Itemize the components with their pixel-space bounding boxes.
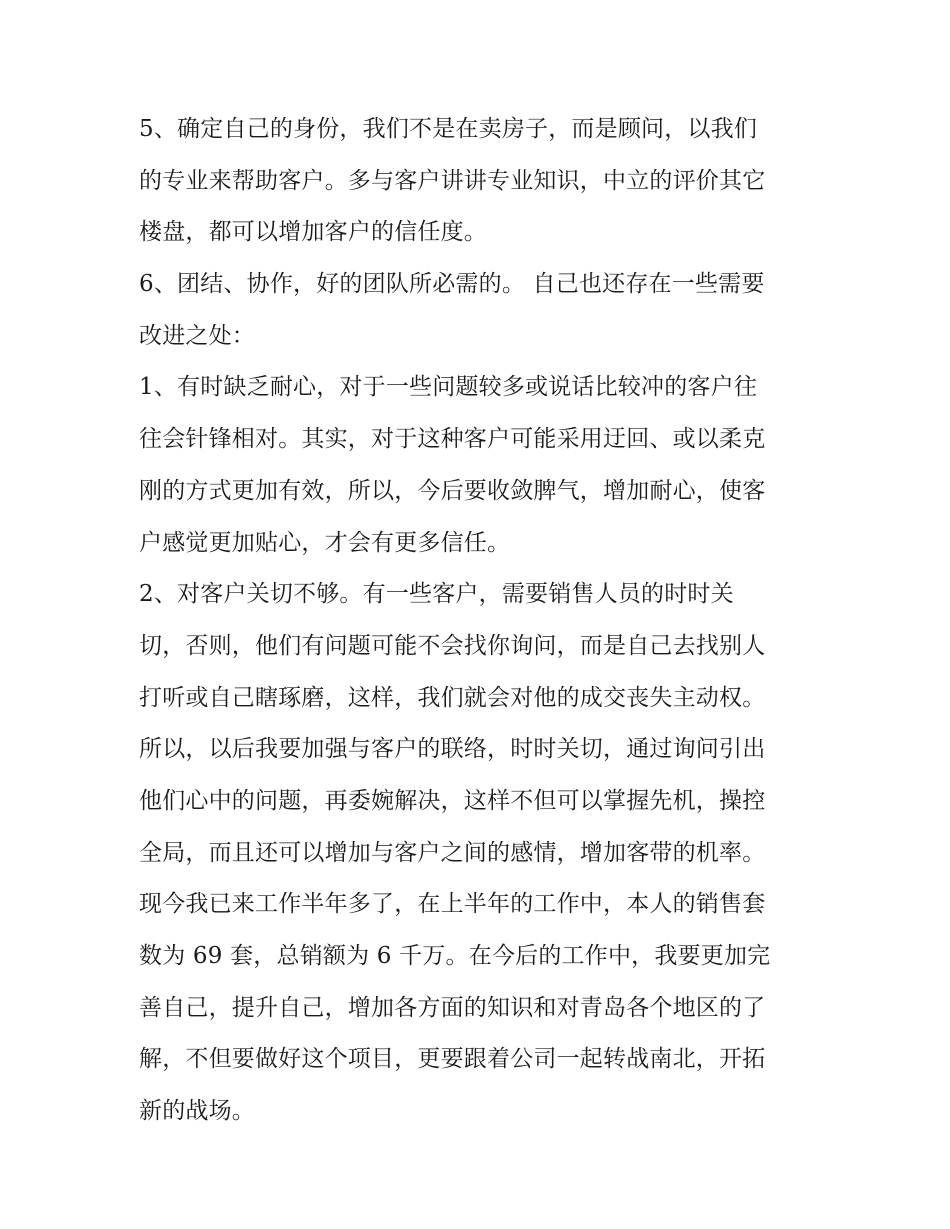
- text-line: 2、对客户关切不够。有一些客户，需要销售人员的时时关: [139, 581, 734, 608]
- text-line: 5、确定自己的身份，我们不是在卖房子，而是顾问，以我们: [139, 116, 758, 142]
- text-line: 往会针锋相对。其实，对于这种客户可能采用迂回、或以柔克: [139, 426, 766, 453]
- text-line: 解，不但要做好这个项目，更要跟着公司一起转战南北，开拓: [139, 1046, 766, 1073]
- text-line: 刚的方式更加有效，所以，今后要收敛脾气，增加耐心，使客: [139, 477, 766, 504]
- body-text: [139, 104, 819, 1138]
- text-line: 户感觉更加贴心，才会有更多信任。: [139, 529, 511, 556]
- text-line: 全局，而且还可以增加与客户之间的感情，增加客带的机率。: [139, 839, 766, 866]
- text-line: 新的战场。: [139, 1098, 255, 1125]
- text-line: 1、有时缺乏耐心，对于一些问题较多或说话比较冲的客户往: [139, 374, 758, 401]
- text-line: 楼盘，都可以增加客户的信任度。: [139, 219, 487, 246]
- text-line: 改进之处：: [139, 322, 255, 349]
- text-line: 善自己，提升自己，增加各方面的知识和对青岛各个地区的了: [139, 994, 766, 1021]
- text-line: 打听或自己瞎琢磨，这样，我们就会对他的成交丧失主动权。: [139, 684, 766, 711]
- text-line: 他们心中的问题，再委婉解决，这样不但可以掌握先机，操控: [139, 787, 766, 814]
- text-line: 数为 69 套，总销额为 6 千万。在今后的工作中，我要更加完: [139, 943, 771, 969]
- text-line: 的专业来帮助客户。多与客户讲讲专业知识，中立的评价其它: [139, 167, 766, 194]
- text-line: 切，否则，他们有问题可能不会找你询问，而是自己去找别人: [139, 632, 766, 659]
- text-line: 现今我已来工作半年多了，在上半年的工作中，本人的销售套: [139, 891, 766, 918]
- text-line: 6、团结、协作，好的团队所必需的。 自己也还存在一些需要: [139, 271, 765, 298]
- text-line: 所以，以后我要加强与客户的联络，时时关切，通过询问引出: [139, 736, 766, 763]
